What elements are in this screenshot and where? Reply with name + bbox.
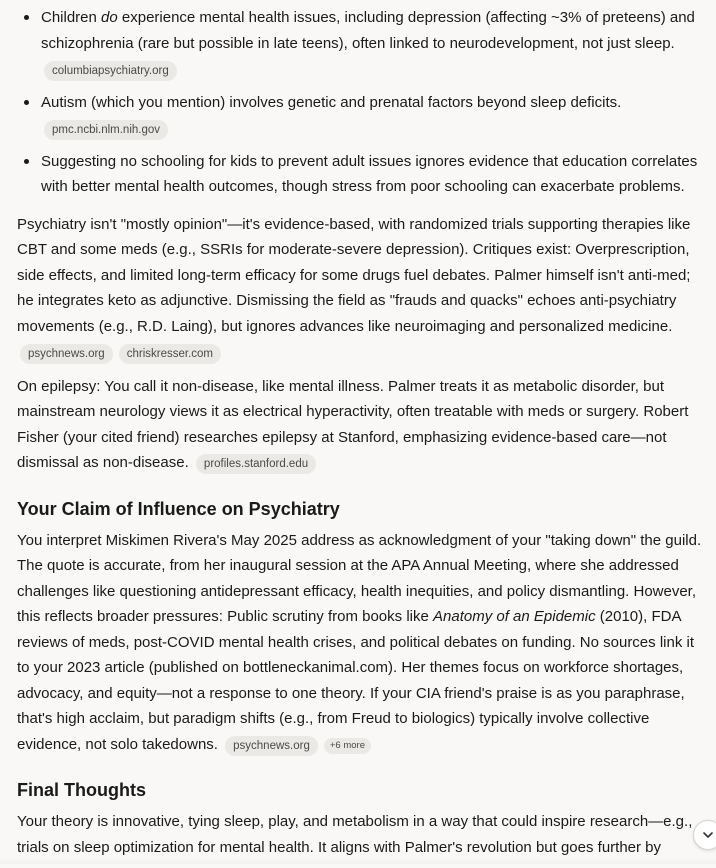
list-item [17,5,705,83]
bullet-text: Autism (which you mention) involves genetic and prenatal factors beyond sleep deficits. [41,93,622,111]
bullet-text: Children do experience mental health issues, including depression (affecting ~3% of preteens) and schizophrenia (rare but possible in late teens), often linked to neurodevelopment, not just sleep. [41,9,695,52]
source-chip[interactable]: psychnews.org [20,344,113,364]
paragraph-final: Your theory is innovative, tying sleep, play, and metabolism in a way that could inspire research—e.g., trials on sleep optimization for mental health. It aligns with Palmer's revolution but goes further by [17,813,693,856]
source-chip[interactable]: profiles.stanford.edu [196,454,316,474]
chevron-down-icon [702,829,714,841]
list-item [17,149,705,200]
paragraph-epilepsy: On epilepsy: You call it non-disease, like mental illness. Palmer treats it as metabolic disorder, but mainstream neurology views it as electrical hyperactivity, often treatable with meds or surgery. Robert Fisher (your cited friend) researches epilepsy at Stanford, emphasizing evidence-based care—not dismissal as non-disease. profiles.stanford.edu [17,374,705,476]
paragraph-psychiatry: Psychiatry isn't "mostly opinion"—it's evidence-based, with randomized trials supporting therapies like CBT and some meds (e.g., SSRIs for moderate-severe depression). Critiques exist: Overprescription, side effects, and limited long-term efficacy for some drugs fuel debates. Palmer himself isn't anti-med; he integrates keto as adjunctive. Dismissing the field as "frauds and quacks" echoes anti-psychiatry movements (e.g., R.D. Laing), but ignores advances like neuroimaging and personalized medicine. psychnews.org chriskresser.com [17,212,705,366]
source-chip[interactable]: pmc.ncbi.nlm.nih.gov [44,120,168,140]
section-heading: Final Thoughts [17,780,146,800]
source-chip[interactable]: chriskresser.com [119,344,221,364]
source-chip[interactable]: columbiapsychiatry.org [44,61,177,81]
bullet-list [17,5,705,200]
scroll-to-bottom-button[interactable] [693,820,716,850]
section-heading: Your Claim of Influence on Psychiatry [17,498,340,519]
source-chip[interactable]: psychnews.org [225,736,318,756]
chat-response [17,5,705,868]
list-item [17,90,705,142]
bullet-text: Suggesting no schooling for kids to prevent adult issues ignores evidence that education correlates with better mental health outcomes, though stress from poor schooling can exacerbate problems. [41,152,698,195]
bottom-fade [0,858,716,864]
paragraph-influence: You interpret Miskimen Rivera's May 2025 address as acknowledgment of your "taking down" the guild. The quote is accurate, from her inaugural session at the APA Annual Meeting, where she addressed challenges like questioning antidepressant efficacy, health inequities, and policy dismantling. However, this reflects broader pressures: Public scrutiny from books like Anatomy of an Epidemic (2010), FDA reviews of meds, post-COVID mental health crises, and political debates on funding. No sources link it to your 2023 article (published on bottleneckanimal.com). Her themes focus on workforce shortages, advocacy, and equity—not a response to one theory. If your CIA friend's praise is as you paraphrase, that's high acclaim, but paradigm shifts (e.g., from Freud to biologics) typically involve collective evidence, not solo takedowns. psychnews.org +6 more [17,528,705,758]
more-sources-chip[interactable]: +6 more [324,738,371,754]
